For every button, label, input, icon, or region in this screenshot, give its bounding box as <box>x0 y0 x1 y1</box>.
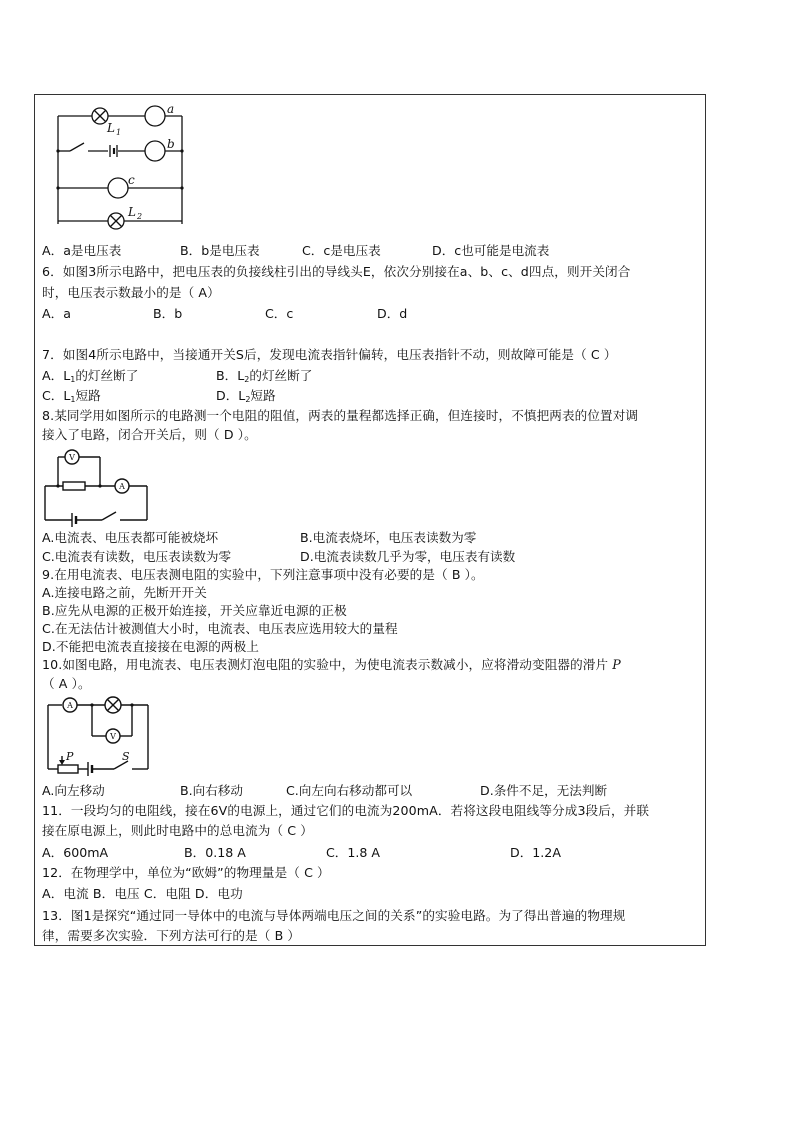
q5-option-d: D．c也可能是电流表 <box>432 243 550 258</box>
slider-p-label: P <box>66 750 74 763</box>
q8-stem-line1: 8.某同学用如图所示的电路测一个电阻的阻值，两表的量程都选择正确，但连接时，不慎把两表的位置对调 <box>42 408 639 423</box>
q6-stem-line2: 时，电压表示数最小的是（ A） <box>42 285 220 300</box>
q11-option-c: C．1.8 A <box>326 845 381 860</box>
lamp-l1-label: L <box>107 121 115 135</box>
q9-option-d: D.不能把电流表直接接在电源的两极上 <box>42 639 260 654</box>
q11-stem-line1: 11．一段均匀的电阻线，接在6V的电源上，通过它们的电流为200mA．若将这段电阻线等分成3段后，并联 <box>42 803 650 818</box>
q13-stem-line2: 律，需要多次实验．下列方法可行的是（ B ） <box>42 928 301 943</box>
q9-option-b: B.应先从电源的正极开始连接，开关应靠近电源的正极 <box>42 603 347 618</box>
q10-option-b: B.向右移动 <box>180 783 244 798</box>
q5-option-a: A．a是电压表 <box>42 243 122 258</box>
q11-stem-line2: 接在原电源上，则此时电路中的总电流为（ C ） <box>42 823 313 838</box>
q9-option-c: C.在无法估计被测值大小时，电流表、电压表应选用较大的量程 <box>42 621 398 636</box>
q5-option-b: B．b是电压表 <box>180 243 260 258</box>
q6-option-d: D．d <box>377 306 408 321</box>
lamp-l1-subscript: 1 <box>116 128 122 137</box>
q8-circuit-diagram <box>40 446 155 526</box>
q6-option-a: A．a <box>42 306 71 321</box>
q10-option-c: C.向左向右移动都可以 <box>286 783 413 798</box>
q11-option-a: A．600mA <box>42 845 109 860</box>
meter-a-label: a <box>167 102 175 116</box>
voltmeter-symbol: V <box>110 732 116 741</box>
q6-stem-line1: 6．如图3所示电路中，把电压表的负接线柱引出的导线头E，依次分别接在a、b、c、d四点，则开关闭合 <box>42 264 631 279</box>
q10-circuit-diagram <box>40 694 155 778</box>
q13-stem-line1: 13．图1是探究“通过同一导体中的电流与导体两端电压之间的关系”的实验电路。为了得出普遍的物理规 <box>42 908 626 923</box>
q8-stem-line2: 接入了电路，闭合开关后，则（ D ）。 <box>42 427 257 442</box>
q7-option-d: D．$L_2$短路 <box>216 388 276 404</box>
q8-option-c: C.电流表有读数，电压表读数为零 <box>42 549 232 564</box>
q7-option-b: B．$L_2$的灯丝断了 <box>216 368 313 384</box>
ammeter-symbol: A <box>67 701 73 710</box>
q8-option-a: A.电流表、电压表都可能被烧坏 <box>42 530 219 545</box>
q6-option-c: C．c <box>265 306 294 321</box>
q7-option-a: A．$L_1$的灯丝断了 <box>42 368 139 384</box>
q11-option-d: D．1.2A <box>510 845 561 860</box>
q12-stem: 12．在物理学中，单位为“欧姆”的物理量是（ C ） <box>42 865 330 880</box>
q8-option-b: B.电流表烧坏，电压表读数为零 <box>300 530 477 545</box>
q9-option-a: A.连接电路之前，先断开开关 <box>42 585 207 600</box>
q10-stem-line2: （ A ）。 <box>42 676 91 691</box>
ammeter-symbol: A <box>119 482 125 491</box>
lamp-l2-label: L <box>128 205 136 219</box>
q6-option-b: B．b <box>153 306 183 321</box>
voltmeter-symbol: V <box>69 453 75 462</box>
q5-circuit-diagram <box>50 96 200 236</box>
lamp-l2-subscript: 2 <box>137 212 143 221</box>
q5-option-c: C．c是电压表 <box>302 243 381 258</box>
q7-option-c: C．$L_1$短路 <box>42 388 101 404</box>
q11-option-b: B．0.18 A <box>184 845 246 860</box>
q9-stem: 9.在用电流表、电压表测电阻的实验中，下列注意事项中没有必要的是（ B ）。 <box>42 567 484 582</box>
switch-s-label: S <box>122 750 130 763</box>
q12-options: A．电流 B．电压 C．电阻 D．电功 <box>42 886 243 901</box>
q10-stem-line1: 10.如图电路，用电流表、电压表测灯泡电阻的实验中，为使电流表示数减小，应将滑动变阻器的滑片 P <box>42 657 621 672</box>
q10-option-a: A.向左移动 <box>42 783 105 798</box>
meter-b-label: b <box>167 137 175 151</box>
q10-option-d: D.条件不足，无法判断 <box>480 783 608 798</box>
q8-option-d: D.电流表读数几乎为零，电压表有读数 <box>300 549 516 564</box>
meter-c-label: c <box>128 173 135 187</box>
q7-stem: 7．如图4所示电路中，当接通开关S后，发现电流表指针偏转，电压表指针不动，则故障可能是（ C ） <box>42 347 617 362</box>
